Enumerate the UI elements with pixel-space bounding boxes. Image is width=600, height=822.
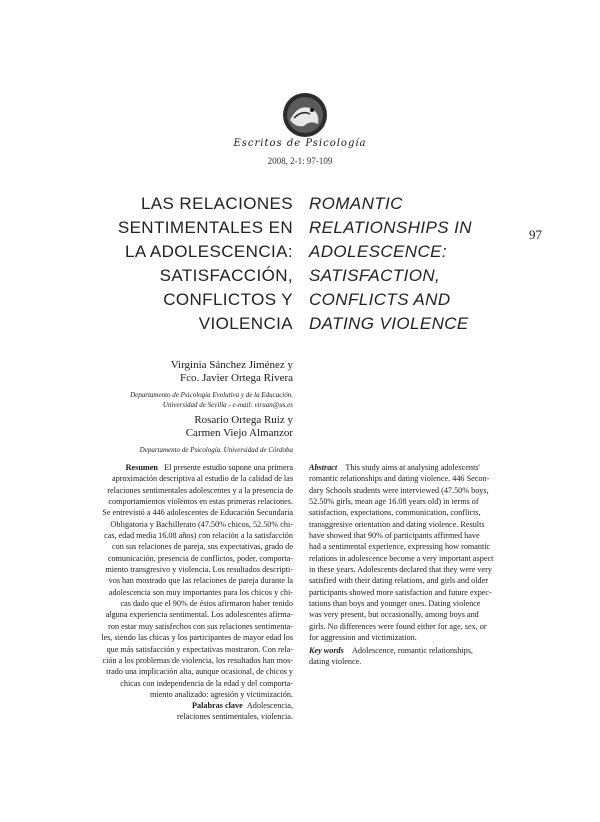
title-en-line: RELATIONSHIPS IN xyxy=(309,218,472,237)
abstract-es-line: comunicación, presencia de conflictos, poder, comporta- xyxy=(107,553,293,563)
keywords-english xyxy=(309,645,509,667)
abstract-es-line: vos han mostrado que las relaciones de pareja durante la xyxy=(108,576,293,586)
abstract-en-line: dary Schools students were interviewed (47.50% boys, xyxy=(309,485,489,495)
keywords-spanish xyxy=(93,700,293,722)
abstract-es-text: El presente estudio supone una primera xyxy=(164,463,293,472)
keywords-en-text: Adolescence, romantic relationships, xyxy=(351,646,473,655)
author-affiliation xyxy=(13,445,293,455)
keywords-es-first-line xyxy=(93,700,293,711)
page-number: 97 xyxy=(529,227,542,242)
affiliation-line: Departamento de Psicología. Universidad de Córdoba xyxy=(139,446,293,454)
abstract-en-line: satisfaction, expectations, communication, conflicts, xyxy=(309,508,481,518)
abstract-en-line: for aggression and victimization. xyxy=(309,633,417,643)
abstract-en-label: Abstract xyxy=(309,463,338,472)
abstract-es-line: ron estar muy satisfechos con sus relaciones sentimenta- xyxy=(108,621,293,631)
author-affiliation xyxy=(13,390,293,410)
title-es-line: CONFLICTOS Y xyxy=(163,290,293,309)
title-es-line: LAS RELACIONES xyxy=(140,194,293,213)
abstract-es-line: Obligatoria y Bachillerato (47.50% chicos, 52.50% chi- xyxy=(110,519,293,529)
abstract-en-line: have showed that 90% of participants affirmed have xyxy=(309,531,480,541)
keywords-en-first-line xyxy=(309,645,509,656)
abstract-en-line: had a sentimental experience, expressing how romantic xyxy=(309,542,491,552)
abstract-es-line: aproximación descriptiva al estudio de la calidad de las xyxy=(112,474,293,484)
abstract-es-line: chicas con independencia de la edad y del comporta- xyxy=(120,678,293,688)
title-es-line: SATISFACCIÓN, xyxy=(159,266,293,285)
title-es-line: LA ADOLESCENCIA: xyxy=(125,242,293,261)
title-en-line: DATING VIOLENCE xyxy=(309,314,469,333)
keywords-es-text: Adolescencia, xyxy=(246,701,293,710)
abstract-es-line: cas dado que el 90% de éstos afirmaron haber tenido xyxy=(120,599,293,609)
abstract-es-line: cas, edad media 16.08 años) con relación a la satisfacción xyxy=(104,531,293,541)
issue-citation: 2008, 2-1: 97-109 xyxy=(267,156,333,166)
abstract-es-line: relaciones sentimentales adolescentes y a la presencia de xyxy=(107,485,293,495)
abstract-en-line: satisfied with their dating relations, and girls and older xyxy=(309,576,488,586)
title-en-line: SATISFACTION, xyxy=(309,266,441,285)
abstract-english xyxy=(309,462,509,644)
title-spanish xyxy=(73,192,293,336)
abstract-es-line: comportamientos violentos en estas primeras relaciones. xyxy=(108,497,293,507)
abstract-es-line: ción a los problemas de violencia, los resultados han mos- xyxy=(102,655,293,665)
abstract-es-line: que más satisfacción y expectativas mostraron. Con rela- xyxy=(106,644,293,654)
author-name: Carmen Viejo Almanzor xyxy=(185,427,293,439)
affiliation-line: Universidad de Sevilla - e-mail: viruan@us.es xyxy=(162,401,293,409)
title-es-line: SENTIMENTALES EN xyxy=(117,218,293,237)
author-block xyxy=(13,359,293,459)
abstract-spanish xyxy=(93,462,293,700)
author-name: Rosario Ortega Ruiz y xyxy=(194,414,293,426)
abstract-es-line: con sus relaciones de pareja, sus expectativas, grado de xyxy=(112,542,293,552)
abstract-en-line: transggresive orientation and dating violence. Results xyxy=(309,519,485,529)
keywords-es-label: Palabras clave xyxy=(192,701,243,710)
abstract-es-line: Se entrevistó a 446 adolescentes de Educación Secundaria xyxy=(102,508,293,518)
abstract-es-line: adolescencia son muy importantes para los chicos y chi- xyxy=(108,587,293,597)
abstract-es-line: alguna experiencia sentimental. Los adolescentes afirma- xyxy=(105,610,293,620)
abstract-en-first-line xyxy=(309,462,509,473)
abstract-en-text: This study aims at analysing adolescents' xyxy=(345,463,480,472)
title-english xyxy=(309,192,529,336)
author-name: Virginia Sánchez Jiménez y xyxy=(170,359,293,371)
abstract-en-line: was very present, but occasionally, among boys and xyxy=(309,610,479,620)
abstract-es-line: miento analizado: agresión y victimización. xyxy=(149,689,293,699)
abstract-es-line: miento transgresivo y violencia. Los resultados descripti- xyxy=(105,565,293,575)
keywords-en-line: dating violence. xyxy=(309,657,362,666)
abstract-en-line: relations in adolescence become a very important aspect xyxy=(309,553,494,563)
title-en-line: ADOLESCENCE: xyxy=(309,242,448,261)
keywords-en-label: Key words xyxy=(309,646,344,655)
title-en-line: ROMANTIC xyxy=(309,194,403,213)
affiliation-line: Departamento de Psicología Evolutiva y de la Educación. xyxy=(130,391,293,399)
journal-logo xyxy=(280,90,330,140)
abstract-es-first-line xyxy=(93,462,293,473)
abstract-es-label: Resumen xyxy=(125,463,158,472)
abstract-en-line: tations than boys and younger ones. Dating violence xyxy=(309,599,481,609)
journal-name: Escritos de Psicología xyxy=(233,138,367,149)
keywords-es-line: relaciones sentimentales, violencia. xyxy=(177,712,293,721)
abstract-en-line: in these years. Adolescents declared that they were very xyxy=(309,565,493,575)
author-name: Fco. Javier Ortega Rivera xyxy=(179,372,293,384)
abstract-en-line: girls. No differences were found either for age, sex, or xyxy=(309,621,487,631)
abstract-en-line: 52.50% girls, mean age 16.08 years old) in terms of xyxy=(309,497,479,507)
title-es-line: VIOLENCIA xyxy=(198,314,293,333)
title-en-line: CONFLICTS AND xyxy=(309,290,451,309)
abstract-es-line: les, siendo las chicas y los participantes de mayor edad los xyxy=(101,633,293,643)
abstract-es-line: trado una implicación alta, aunque ocasional, de chicos y xyxy=(106,667,293,677)
abstract-en-line: romantic relationships and dating violence. 446 Secon- xyxy=(309,474,490,484)
abstract-en-line: participants showed more satisfaction and future expec- xyxy=(309,587,492,597)
